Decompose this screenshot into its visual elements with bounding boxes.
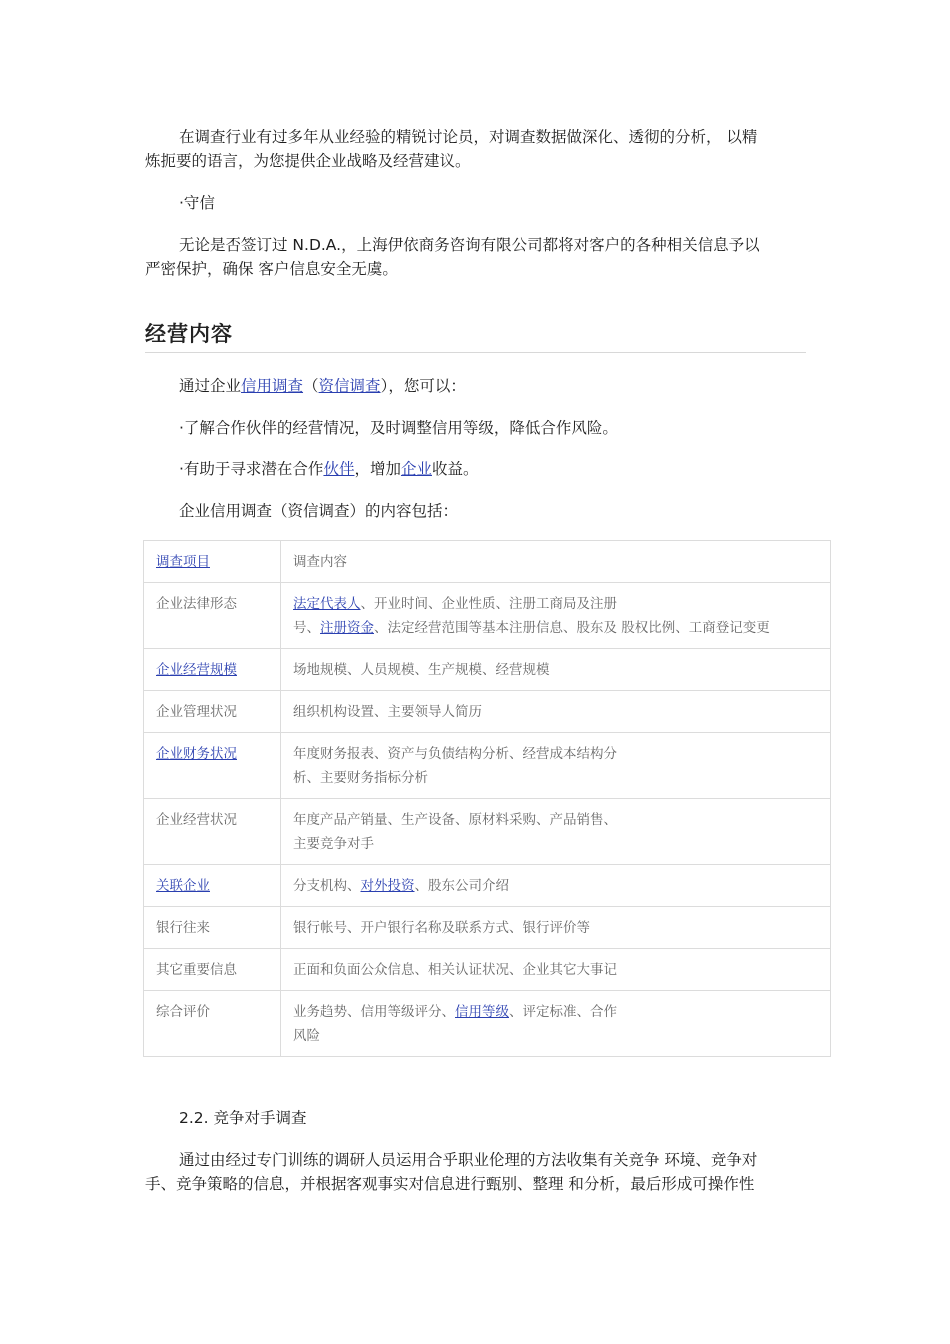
finance-line-2: 析、主要财务指标分析 — [293, 770, 428, 786]
row-item-other: 其它重要信息 — [144, 949, 281, 991]
header-content-cell: 调查内容 — [281, 541, 831, 583]
lead-text-2: （ — [303, 377, 319, 395]
bullet2-text-1: ·有助于寻求潜在合作 — [179, 460, 324, 478]
legal-text-2: 号、 — [293, 620, 320, 636]
foreign-investment-link[interactable]: 对外投资 — [360, 878, 415, 894]
row-item-finance — [144, 733, 281, 799]
survey-content-table — [143, 540, 831, 1057]
row-item-operation: 企业经营状况 — [144, 799, 281, 865]
operation-line-1: 年度产品产销量、生产设备、原材料采购、产品销售、 — [293, 812, 617, 828]
competitor-line-1: 通过由经过专门训练的调研人员运用合乎职业伦理的方法收集有关竞争 环境、竞争对 — [179, 1151, 758, 1169]
credit-rating-link[interactable]: 信用等级 — [455, 1004, 509, 1020]
table-row — [144, 691, 831, 733]
legal-text-1: 、开业时间、企业性质、注册工商局及注册 — [360, 596, 617, 612]
benefit-bullet-2 — [179, 457, 479, 481]
table-row — [144, 865, 831, 907]
affiliate-text-1: 分支机构、 — [293, 878, 361, 894]
table-row — [144, 583, 831, 649]
trust-line-1: 无论是否签订过 N.D.A.，上海伊依商务咨询有限公司都将对客户的各种相关信息予以 — [179, 236, 760, 254]
benefit-bullet-1: ·了解合作伙伴的经营情况，及时调整信用等级，降低合作风险。 — [179, 419, 618, 437]
row-content-affiliate — [281, 865, 831, 907]
table-header-row — [144, 541, 831, 583]
bullet2-text-2: ，增加 — [354, 460, 401, 478]
row-item-scale — [144, 649, 281, 691]
legal-text-3: 、法定经营范围等基本注册信息、股东及 股权比例、工商登记变更 — [374, 620, 770, 636]
table-row — [144, 949, 831, 991]
partner-link[interactable]: 伙伴 — [323, 460, 355, 478]
bullet2-text-3: 收益。 — [431, 460, 479, 478]
table-row — [144, 907, 831, 949]
legal-representative-link[interactable]: 法定代表人 — [293, 596, 361, 612]
survey-item-link[interactable]: 调查项目 — [156, 554, 210, 570]
credit-survey-link[interactable]: 信用调查 — [241, 377, 304, 395]
intro-paragraph — [145, 125, 810, 173]
row-content-legal — [281, 583, 831, 649]
table-intro: 企业信用调查（资信调查）的内容包括： — [179, 502, 459, 520]
row-content-scale: 场地规模、人员规模、生产规模、经营规模 — [281, 649, 831, 691]
row-item-bank: 银行往来 — [144, 907, 281, 949]
section-lead — [179, 374, 466, 398]
affiliate-text-2: 、股东公司介绍 — [414, 878, 509, 894]
row-item-legal: 企业法律形态 — [144, 583, 281, 649]
registered-capital-link[interactable]: 注册资金 — [320, 620, 374, 636]
header-item-cell — [144, 541, 281, 583]
row-content-operation — [281, 799, 831, 865]
row-item-overall: 综合评价 — [144, 991, 281, 1057]
table-row — [144, 733, 831, 799]
lead-text-1: 通过企业 — [179, 377, 242, 395]
row-content-finance — [281, 733, 831, 799]
section-divider — [145, 352, 806, 353]
finance-line-1: 年度财务报表、资产与负债结构分析、经营成本结构分 — [293, 746, 617, 762]
intro-line-2: 炼扼要的语言，为您提供企业战略及经营建议。 — [145, 152, 471, 170]
row-content-overall — [281, 991, 831, 1057]
row-item-affiliate — [144, 865, 281, 907]
row-item-management: 企业管理状况 — [144, 691, 281, 733]
affiliate-link[interactable]: 关联企业 — [156, 878, 210, 894]
row-content-management: 组织机构设置、主要领导人简历 — [281, 691, 831, 733]
business-scale-link[interactable]: 企业经营规模 — [156, 662, 237, 678]
table-row — [144, 649, 831, 691]
row-content-bank: 银行帐号、开户银行名称及联系方式、银行评价等 — [281, 907, 831, 949]
trust-bullet: ·守信 — [179, 194, 215, 212]
operation-line-2: 主要竞争对手 — [293, 836, 374, 852]
overall-text-1: 业务趋势、信用等级评分、 — [293, 1004, 455, 1020]
competitor-heading: 2.2. 竞争对手调查 — [179, 1109, 307, 1127]
table-row — [144, 991, 831, 1057]
lead-text-3: ），您可以： — [380, 377, 466, 395]
row-content-other: 正面和负面公众信息、相关认证状况、企业其它大事记 — [281, 949, 831, 991]
competitor-paragraph — [145, 1148, 810, 1196]
overall-text-2: 、评定标准、合作 — [509, 1004, 617, 1020]
competitor-line-2: 手、竞争策略的信息，并根据客观事实对信息进行甄别、整理 和分析，最后形成可操作性 — [145, 1175, 755, 1193]
credit-check-link[interactable]: 资信调查 — [318, 377, 381, 395]
overall-text-3: 风险 — [293, 1028, 320, 1044]
table-row — [144, 799, 831, 865]
intro-line-1: 在调查行业有过多年从业经验的精锐讨论员，对调查数据做深化、透彻的分析， 以精 — [179, 128, 758, 146]
trust-line-2: 严密保护，确保 客户信息安全无虞。 — [145, 260, 398, 278]
financial-status-link[interactable]: 企业财务状况 — [156, 746, 237, 762]
section-title: 经营内容 — [145, 322, 233, 346]
enterprise-link[interactable]: 企业 — [400, 460, 432, 478]
trust-paragraph — [145, 233, 810, 281]
